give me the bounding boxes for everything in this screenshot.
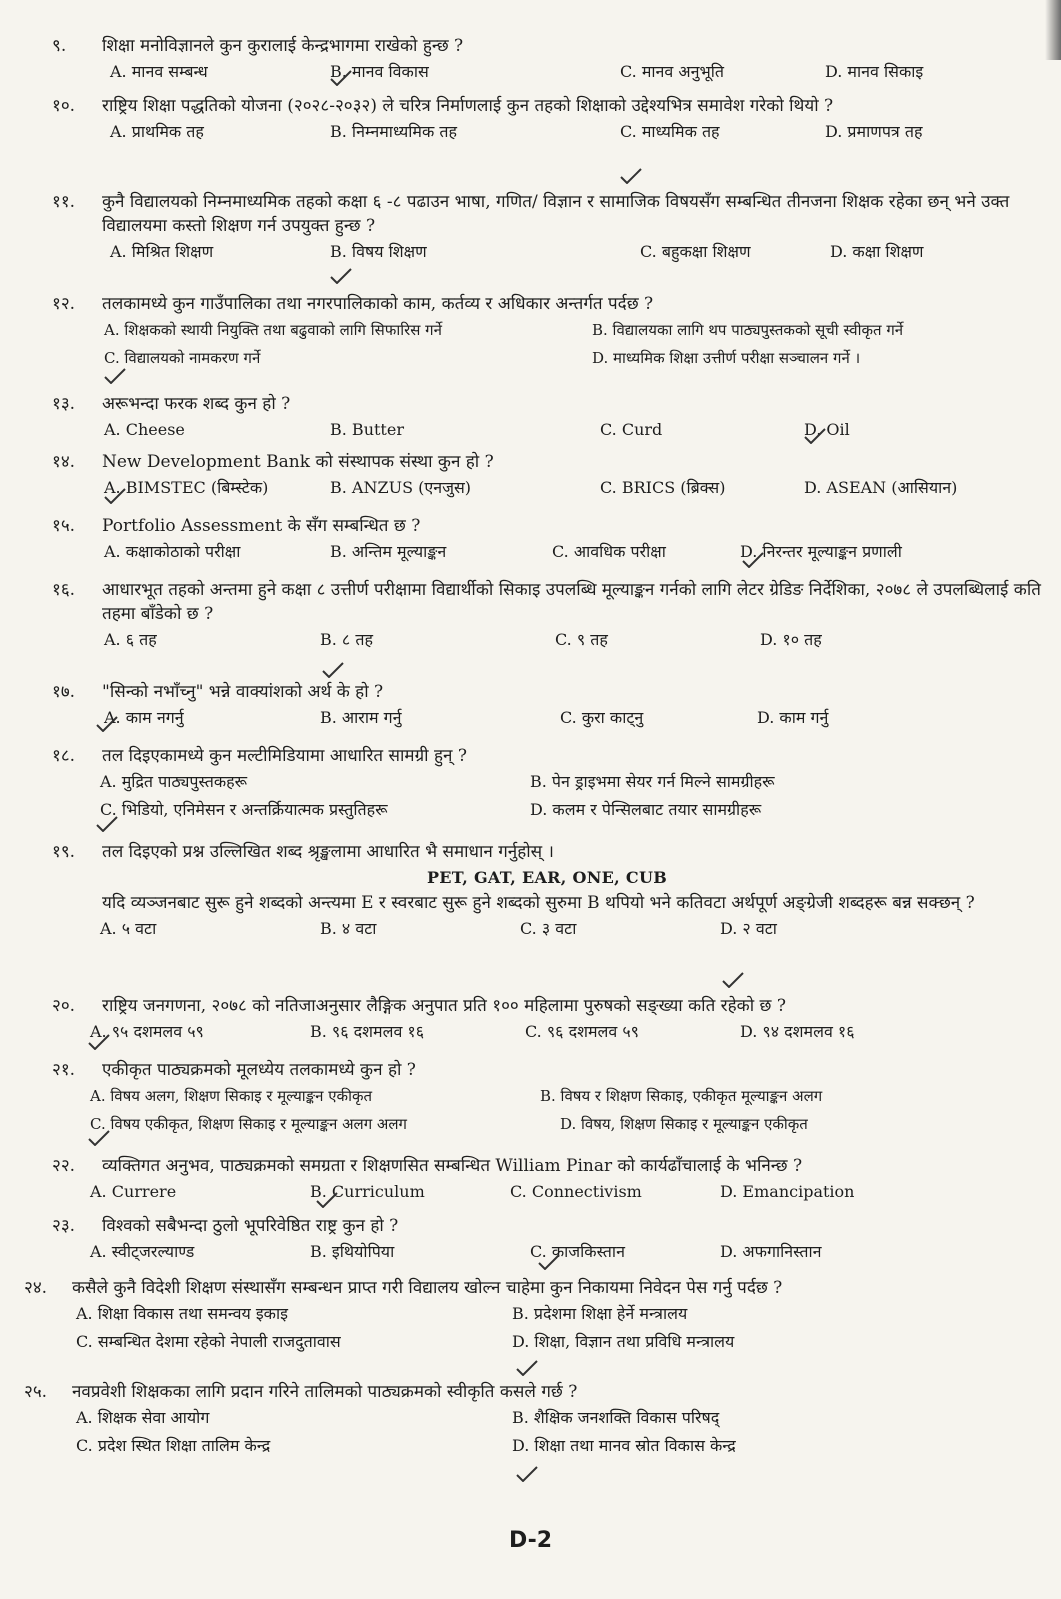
question-23 bbox=[52, 1214, 1042, 1266]
question-text: तल दिइएको प्रश्न उल्लिखित शब्द श्रृङ्खलामा आधारित भै समाधान गर्नुहोस् । bbox=[102, 842, 554, 862]
question-number: २३. bbox=[52, 1216, 76, 1236]
option-b: B. शैक्षिक जनशक्ति विकास परिषद् bbox=[512, 1408, 720, 1427]
option-d: D. काम गर्नु bbox=[757, 708, 829, 727]
question-number: १९. bbox=[52, 842, 76, 862]
question-text: कुनै विद्यालयको निम्नमाध्यमिक तहको कक्षा ६ -८ पढाउन भाषा, गणित/ विज्ञान र सामाजिक विषयसँग सम्बन्धित तीनजना शिक्षक रहेका छन् भने उक्त विद्यालयमा कस्तो शिक्षण गर्न उपयुक्त हुन्छ ? bbox=[102, 192, 1010, 236]
option-c: C. ३ वटा bbox=[520, 919, 577, 938]
question-text: व्यक्तिगत अनुभव, पाठ्यक्रमको समग्रता र शिक्षणसित सम्बन्धित William Pinar को कार्यढाँचालाई के भनिन्छ ? bbox=[102, 1156, 803, 1176]
question-12 bbox=[52, 292, 1042, 372]
option-b: B. ANZUS (एनजुस) bbox=[330, 478, 472, 497]
option-a: A. काम नगर्नु bbox=[104, 708, 184, 727]
option-d: D. मानव सिकाइ bbox=[825, 62, 924, 81]
question-text: राष्ट्रिय शिक्षा पद्धतिको योजना (२०२८-२०३२) ले चरित्र निर्माणलाई कुन तहको शिक्षाको उद्देश्यभित्र समावेश गरेको थियो ? bbox=[102, 96, 834, 116]
option-c: C. ९ तह bbox=[555, 630, 608, 649]
option-a: A. Currere bbox=[90, 1182, 177, 1201]
question-16 bbox=[52, 578, 1042, 654]
question-text: आधारभूत तहको अन्तमा हुने कक्षा ८ उत्तीर्ण परीक्षामा विद्यार्थीको सिकाइ उपलब्धि मूल्याङ्कन गर्नको लागि लेटर ग्रेडिङ निर्देशिका, २०७८ ले उपलब्धिलाई कति तहमा बाँडेको छ ? bbox=[102, 580, 1041, 624]
option-d: D. विषय, शिक्षण सिकाइ र मूल्याङ्कन एकीकृत bbox=[560, 1115, 808, 1133]
option-b: B. Butter bbox=[330, 420, 404, 439]
option-a: A. मिश्रित शिक्षण bbox=[110, 242, 214, 261]
option-a: A. ६ तह bbox=[104, 630, 157, 649]
option-d: D. कक्षा शिक्षण bbox=[830, 242, 924, 261]
word-series: PET, GAT, EAR, ONE, CUB bbox=[426, 868, 668, 887]
option-c: C. माध्यमिक तह bbox=[620, 122, 720, 141]
option-a: A. BIMSTEC (बिम्स्टेक) bbox=[104, 478, 269, 497]
question-number: ९. bbox=[52, 36, 67, 56]
option-c: C. मानव अनुभूति bbox=[620, 62, 725, 81]
option-a: A. मुद्रित पाठ्यपुस्तकहरू bbox=[100, 772, 248, 791]
option-c: C. आवधिक परीक्षा bbox=[552, 542, 666, 561]
scan-edge-shadow bbox=[1045, 0, 1061, 60]
question-11 bbox=[52, 190, 1042, 266]
option-c: C. विद्यालयको नामकरण गर्ने bbox=[104, 349, 261, 367]
question-17 bbox=[52, 680, 1042, 732]
question-number: १७. bbox=[52, 682, 76, 702]
option-b: B. ९६ दशमलव १६ bbox=[310, 1022, 425, 1041]
option-d: D. २ वटा bbox=[720, 919, 777, 938]
option-a: A. विषय अलग, शिक्षण सिकाइ र मूल्याङ्कन एकीकृत bbox=[90, 1087, 373, 1105]
option-c: C. काजकिस्तान bbox=[530, 1242, 625, 1261]
question-text: तलकामध्ये कुन गाउँपालिका तथा नगरपालिकाको काम, कर्तव्य र अधिकार अन्तर्गत पर्दछ ? bbox=[102, 294, 654, 314]
option-b: B. प्रदेशमा शिक्षा हेर्ने मन्त्रालय bbox=[512, 1304, 688, 1323]
option-d: D. माध्यमिक शिक्षा उत्तीर्ण परीक्षा सञ्चालन गर्ने । bbox=[592, 349, 861, 367]
option-d: D. शिक्षा, विज्ञान तथा प्रविधि मन्त्रालय bbox=[512, 1332, 735, 1351]
option-c: C. विषय एकीकृत, शिक्षण सिकाइ र मूल्याङ्कन अलग अलग bbox=[90, 1115, 407, 1133]
question-18 bbox=[52, 744, 1042, 824]
question-number: २०. bbox=[52, 996, 76, 1016]
question-text: "सिन्को नभाँच्नु" भन्ने वाक्यांशको अर्थ के हो ? bbox=[102, 682, 384, 702]
option-a: A. स्वीट्जरल्याण्ड bbox=[90, 1242, 195, 1261]
option-a: A. मानव सम्बन्ध bbox=[110, 62, 208, 81]
question-text: राष्ट्रिय जनगणना, २०७८ को नतिजाअनुसार लैङ्गिक अनुपात प्रति १०० महिलामा पुरुषको सङ्ख्या कति रहेको छ ? bbox=[102, 996, 786, 1016]
option-c: C. प्रदेश स्थित शिक्षा तालिम केन्द्र bbox=[76, 1436, 271, 1455]
question-10 bbox=[52, 94, 1042, 146]
option-b: B. विषय र शिक्षण सिकाइ, एकीकृत मूल्याङ्कन अलग bbox=[540, 1087, 823, 1105]
question-text: Portfolio Assessment के सँग सम्बन्धित छ ? bbox=[102, 516, 421, 536]
question-text: विश्वको सबैभन्दा ठुलो भूपरिवेष्ठित राष्ट्र कुन हो ? bbox=[102, 1216, 399, 1236]
question-number: २१. bbox=[52, 1060, 76, 1080]
answer-tick-mark bbox=[516, 1466, 538, 1482]
option-b: B. आराम गर्नु bbox=[320, 708, 402, 727]
option-a: A. शिक्षा विकास तथा समन्वय इकाइ bbox=[76, 1304, 288, 1323]
answer-tick-mark bbox=[516, 1360, 538, 1376]
question-19 bbox=[52, 840, 1042, 943]
question-number: १२. bbox=[52, 294, 76, 314]
option-d: D. ९४ दशमलव १६ bbox=[740, 1022, 855, 1041]
option-a: A. ५ वटा bbox=[100, 919, 157, 938]
option-d: D. प्रमाणपत्र तह bbox=[825, 122, 923, 141]
question-13 bbox=[52, 392, 1042, 444]
question-number: १८. bbox=[52, 746, 76, 766]
question-text: कसैले कुनै विदेशी शिक्षण संस्थासँग सम्बन्धन प्राप्त गरी विद्यालय खोल्न चाहेमा कुन निकायमा निवेदन पेस गर्नु पर्दछ ? bbox=[72, 1278, 783, 1298]
option-d: D. अफगानिस्तान bbox=[720, 1242, 822, 1261]
question-20 bbox=[52, 994, 1042, 1046]
question-number: १५. bbox=[52, 516, 76, 536]
option-b: B. निम्नमाध्यमिक तह bbox=[330, 122, 457, 141]
question-number: २५. bbox=[24, 1382, 48, 1402]
question-text: तल दिइएकामध्ये कुन मल्टीमिडियामा आधारित सामग्री हुन् ? bbox=[102, 746, 467, 766]
question-15 bbox=[52, 514, 1042, 566]
question-number: १४. bbox=[52, 452, 76, 472]
option-b: B. विषय शिक्षण bbox=[330, 242, 427, 261]
question-number: १३. bbox=[52, 394, 76, 414]
option-a: A. शिक्षकको स्थायी नियुक्ति तथा बढुवाको लागि सिफारिस गर्ने bbox=[104, 321, 442, 339]
option-d: D. निरन्तर मूल्याङ्कन प्रणाली bbox=[740, 542, 902, 561]
question-text: नवप्रवेशी शिक्षकका लागि प्रदान गरिने तालिमको पाठ्यक्रमको स्वीकृति कसले गर्छ ? bbox=[72, 1382, 578, 1402]
option-c: C. ९६ दशमलव ५९ bbox=[525, 1022, 639, 1041]
option-b: B. Curriculum bbox=[310, 1182, 425, 1201]
option-b: B. अन्तिम मूल्याङ्कन bbox=[330, 542, 447, 561]
option-c: C. बहुकक्षा शिक्षण bbox=[640, 242, 751, 261]
option-b: B. ४ वटा bbox=[320, 919, 377, 938]
option-a: A. कक्षाकोठाको परीक्षा bbox=[104, 542, 241, 561]
page-number: D-2 bbox=[508, 1528, 553, 1553]
option-b: B. मानव विकास bbox=[330, 62, 429, 81]
option-d: D. Oil bbox=[804, 420, 850, 439]
option-a: A. Cheese bbox=[104, 420, 185, 439]
question-text: शिक्षा मनोविज्ञानले कुन कुरालाई केन्द्रभागमा राखेको हुन्छ ? bbox=[102, 36, 464, 56]
question-21 bbox=[52, 1058, 1042, 1138]
question-text: अरूभन्दा फरक शब्द कुन हो ? bbox=[102, 394, 291, 414]
option-c: C. Curd bbox=[600, 420, 663, 439]
question-text: New Development Bank को संस्थापक संस्था कुन हो ? bbox=[102, 452, 494, 472]
option-b: B. इथियोपिया bbox=[310, 1242, 395, 1261]
answer-tick-mark bbox=[722, 972, 744, 988]
option-d: D. कलम र पेन्सिलबाट तयार सामग्रीहरू bbox=[530, 800, 762, 819]
option-a: A. ९५ दशमलव ५९ bbox=[90, 1022, 204, 1041]
option-c: C. Connectivism bbox=[510, 1182, 642, 1201]
option-a: A. प्राथमिक तह bbox=[110, 122, 204, 141]
option-c: C. सम्बन्धित देशमा रहेको नेपाली राजदुतावास bbox=[76, 1332, 341, 1351]
question-number: १०. bbox=[52, 96, 76, 116]
option-b: B. विद्यालयका लागि थप पाठ्यपुस्तकको सूची स्वीकृत गर्ने bbox=[592, 321, 904, 339]
option-b: B. ८ तह bbox=[320, 630, 373, 649]
question-number: ११. bbox=[52, 192, 76, 212]
option-d: D. Emancipation bbox=[720, 1182, 855, 1201]
question-number: २४. bbox=[24, 1278, 48, 1298]
option-d: D. १० तह bbox=[760, 630, 822, 649]
option-c: C. भिडियो, एनिमेसन र अन्तर्क्रियात्मक प्रस्तुतिहरू bbox=[100, 800, 388, 819]
question-number: १६. bbox=[52, 580, 76, 600]
question-25 bbox=[24, 1380, 1044, 1460]
answer-tick-mark bbox=[330, 268, 352, 284]
question-24 bbox=[24, 1276, 1044, 1356]
answer-tick-mark bbox=[620, 168, 642, 184]
answer-tick-mark bbox=[322, 662, 344, 678]
question-text: एकीकृत पाठ्यक्रमको मूलध्येय तलकामध्ये कुन हो ? bbox=[102, 1060, 416, 1080]
question-22 bbox=[52, 1154, 1042, 1206]
option-d: D. ASEAN (आसियान) bbox=[804, 478, 958, 497]
option-b: B. पेन ड्राइभमा सेयर गर्न मिल्ने सामग्रीहरू bbox=[530, 772, 775, 791]
option-a: A. शिक्षक सेवा आयोग bbox=[76, 1408, 210, 1427]
question-number: २२. bbox=[52, 1156, 76, 1176]
question-9 bbox=[52, 34, 1042, 86]
question-text-continued: यदि व्यञ्जनबाट सुरू हुने शब्दको अन्त्यमा E र स्वरबाट सुरू हुने शब्दको सुरुमा B थपियो भने कतिवटा अर्थपूर्ण अङ्ग्रेजी शब्दहरू बन्न सक्छन् ? bbox=[102, 893, 975, 913]
option-c: C. BRICS (ब्रिक्स) bbox=[600, 478, 726, 497]
question-14 bbox=[52, 450, 1042, 502]
option-c: C. कुरा काट्नु bbox=[560, 708, 644, 727]
option-d: D. शिक्षा तथा मानव स्रोत विकास केन्द्र bbox=[512, 1436, 736, 1455]
